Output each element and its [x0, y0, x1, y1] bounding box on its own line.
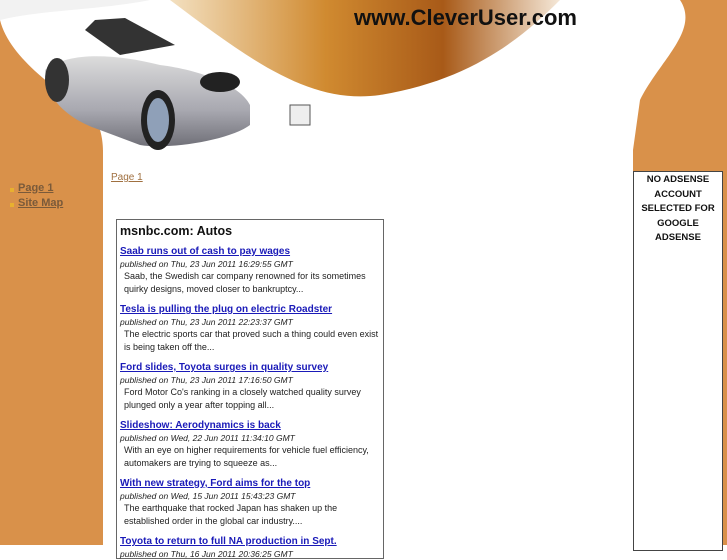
header-banner	[0, 0, 727, 170]
feed-item-published: published on Wed, 22 Jun 2011 11:34:10 GMT	[120, 433, 295, 443]
nav-item-page-1[interactable]	[10, 180, 63, 195]
feed-item-published: published on Thu, 16 Jun 2011 20:36:25 GMT	[120, 549, 293, 559]
page-1-link[interactable]: Page 1	[111, 172, 143, 183]
feed-item-description: The electric sports car that proved such a thing could even exist is being taken off the...	[124, 329, 379, 352]
feed-item-title-link[interactable]: Saab runs out of cash to pay wages	[120, 246, 291, 257]
feed-item-description: Saab, the Swedish car company renowned for its sometimes quirky designs, moved closer to bankruptcy...	[124, 271, 366, 294]
feed-item-description: The earthquake that rocked Japan has shaken up the established order in the global car industry....	[124, 503, 338, 526]
feed-item	[120, 535, 380, 560]
nav-link[interactable]: Page 1	[18, 181, 54, 194]
feed-item-description: With an eye on higher requirements for vehicle fuel efficiency, automakers are trying to squeeze as...	[124, 445, 369, 468]
feed-item-description: Ford Motor Co's ranking in a closely watched quality survey plunged only a year after topping all...	[124, 387, 361, 410]
site-title: www.CleverUser.com	[354, 5, 577, 30]
feed-item-published: published on Wed, 15 Jun 2011 15:43:23 GMT	[120, 491, 296, 501]
feed-item-title-link[interactable]: Slideshow: Aerodynamics is back	[120, 420, 281, 431]
feed-item-title-link[interactable]: With new strategy, Ford aims for the top	[120, 478, 311, 489]
bullet-icon	[10, 188, 14, 192]
feed-item	[120, 361, 380, 412]
feed-item-title-link[interactable]: Toyota to return to full NA production in Sept.	[120, 536, 337, 547]
feed-item	[120, 303, 380, 354]
feed-item-published: published on Thu, 23 Jun 2011 22:23:37 GMT	[120, 317, 293, 327]
feed-item-published: published on Thu, 23 Jun 2011 16:29:55 GMT	[120, 259, 293, 269]
feed-item-title-link[interactable]: Ford slides, Toyota surges in quality survey	[120, 362, 329, 373]
feed-item	[120, 419, 380, 470]
sidebar-nav	[10, 180, 63, 210]
bullet-icon	[10, 203, 14, 207]
adsense-placeholder: NO ADSENSE ACCOUNT SELECTED FOR GOOGLE ADSENSE	[633, 171, 723, 551]
feed-item-title-link[interactable]: Tesla is pulling the plug on electric Roadster	[120, 304, 333, 315]
feed-item-published: published on Thu, 23 Jun 2011 17:16:50 GMT	[120, 375, 293, 385]
feed-item	[120, 477, 380, 528]
nav-link[interactable]: Site Map	[18, 196, 64, 209]
feed-title: msnbc.com: Autos	[120, 224, 233, 238]
rss-feed-box	[116, 219, 384, 559]
feed-item	[120, 245, 380, 296]
nav-item-site-map[interactable]	[10, 195, 63, 210]
